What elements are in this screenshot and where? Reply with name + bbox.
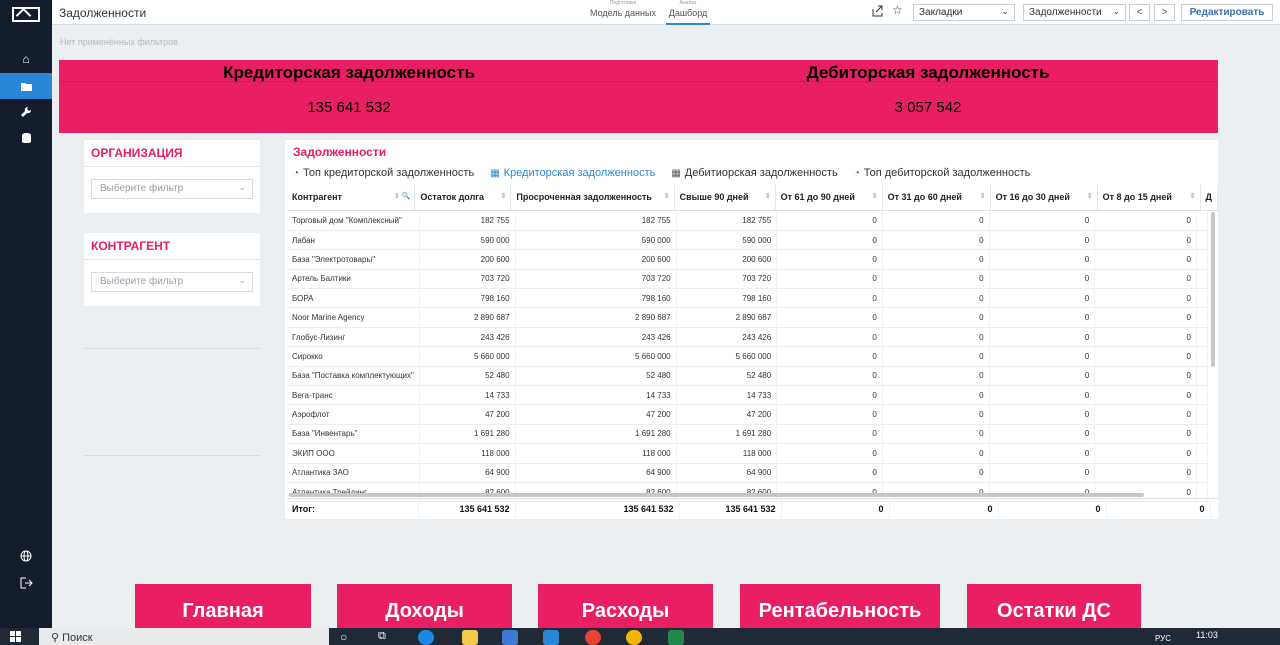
table-cell [1196, 463, 1207, 482]
tab-caption: Анализ [679, 0, 697, 6]
amount-cell: 0 [882, 250, 989, 269]
amount-cell: 47 200 [515, 405, 676, 424]
tab-top-payables[interactable] [285, 163, 482, 183]
column-header[interactable] [674, 185, 775, 210]
sort-icon[interactable]: ⇕ [1086, 193, 1093, 200]
column-header[interactable] [287, 185, 415, 210]
filter-placeholder: Выберите фильтр [100, 276, 184, 287]
amount-cell: 5 660 000 [676, 347, 777, 366]
table-row[interactable] [287, 366, 1208, 385]
column-label: От 61 до 90 дней [780, 192, 855, 203]
total-cell: 135 641 532 [679, 499, 781, 519]
kpi-title: Кредиторская задолженность [223, 63, 475, 82]
amount-cell: 118 000 [419, 444, 515, 463]
amount-cell: 0 [1095, 289, 1197, 308]
amount-cell: 0 [1095, 230, 1197, 249]
app-icon[interactable] [626, 630, 642, 645]
mail-icon[interactable] [543, 630, 559, 645]
tab-data-model[interactable] [588, 0, 658, 19]
cortana-icon[interactable]: ○ [340, 630, 348, 644]
amount-cell: 590 000 [676, 230, 777, 249]
counterparty-cell: Глобус-Лизинг [287, 327, 419, 346]
amount-cell: 590 000 [419, 230, 515, 249]
column-label: От 16 до 30 дней [995, 192, 1070, 203]
table-icon: ▦ [490, 168, 500, 179]
amount-cell: 0 [989, 347, 1095, 366]
table-cell [1196, 327, 1207, 346]
pie-icon: ◔ [853, 168, 860, 179]
amount-cell: 0 [882, 327, 989, 346]
filter-placeholder: Выберите фильтр [100, 183, 184, 194]
sort-icon[interactable]: ⇕ [979, 193, 986, 200]
tab-receivables[interactable] [663, 163, 845, 183]
table-body[interactable] [287, 211, 1208, 497]
amount-cell: 0 [777, 250, 883, 269]
amount-cell: 0 [777, 366, 883, 385]
amount-cell: 0 [882, 347, 989, 366]
counterparty-cell: Торговый дом "Комплексный" [287, 211, 419, 230]
nav-expenses-button[interactable]: Расходы [538, 584, 713, 628]
amount-cell: 47 200 [676, 405, 777, 424]
table-cell [1196, 347, 1207, 366]
amount-cell: 0 [989, 269, 1095, 288]
amount-cell: 0 [777, 308, 883, 327]
chevron-down-icon: ⌄ [238, 275, 246, 285]
folder-icon[interactable] [0, 73, 52, 99]
tab-dashboard[interactable] [666, 0, 710, 25]
table-cell [1196, 366, 1207, 385]
amount-cell: 703 720 [419, 269, 515, 288]
table-row[interactable] [287, 211, 1208, 230]
kpi-payables [59, 60, 639, 116]
amount-cell: 0 [777, 269, 883, 288]
amount-cell: 0 [1095, 347, 1197, 366]
filters-status: Нет применённых фильтров [60, 37, 178, 47]
amount-cell: 1 691 280 [676, 424, 777, 443]
amount-cell: 0 [882, 386, 989, 405]
amount-cell: 0 [882, 366, 989, 385]
amount-cell: 703 720 [515, 269, 676, 288]
os-taskbar [0, 628, 1280, 645]
kpi-banner [59, 60, 1218, 133]
table-row[interactable] [287, 405, 1208, 424]
counterparty-cell: Артель Балтики [287, 269, 419, 288]
column-label: Остаток долга [420, 192, 485, 203]
amount-cell: 200 600 [515, 250, 676, 269]
windows-start-icon[interactable] [10, 631, 22, 643]
column-label: От 31 до 60 дней [887, 192, 962, 203]
table-cell [1196, 444, 1207, 463]
amount-cell: 0 [777, 424, 883, 443]
amount-cell: 0 [777, 230, 883, 249]
total-label: Итог: [287, 499, 418, 519]
taskbar-search-label: Поиск [62, 632, 93, 644]
counterparty-cell: Сирокко [287, 347, 419, 366]
amount-cell: 118 000 [515, 444, 676, 463]
vertical-scrollbar[interactable] [1211, 212, 1215, 367]
language-indicator[interactable]: РУС [1155, 634, 1172, 643]
nav-income-button[interactable]: Доходы [337, 584, 512, 628]
column-header[interactable] [1097, 185, 1200, 210]
amount-cell: 798 160 [676, 289, 777, 308]
total-cell: 0 [998, 499, 1106, 519]
amount-cell: 5 660 000 [419, 347, 515, 366]
amount-cell: 243 426 [515, 327, 676, 346]
chevron-down-icon: ⌄ [238, 182, 246, 192]
column-label: Свыше 90 дней [679, 192, 749, 203]
tab-label: Топ кредиторской задолженность [303, 167, 475, 179]
kpi-receivables [638, 60, 1218, 116]
counterparty-cell: Аэрофлот [287, 405, 419, 424]
total-cell: 135 641 532 [418, 499, 515, 519]
filter-title: ОРГАНИЗАЦИЯ [84, 140, 260, 167]
amount-cell: 0 [882, 308, 989, 327]
amount-cell: 0 [1095, 211, 1197, 230]
wrench-icon[interactable] [0, 99, 52, 125]
column-label: От 8 до 15 дней [1102, 192, 1172, 203]
column-label: Контрагент [292, 192, 342, 203]
amount-cell: 0 [882, 211, 989, 230]
amount-cell: 0 [1095, 424, 1197, 443]
amount-cell: 52 480 [515, 366, 676, 385]
amount-cell: 0 [1095, 482, 1197, 501]
column-header[interactable] [511, 185, 674, 210]
amount-cell: 798 160 [515, 289, 676, 308]
amount-cell: 0 [777, 211, 883, 230]
amount-cell: 0 [989, 463, 1095, 482]
amount-cell: 0 [777, 386, 883, 405]
amount-cell: 1 691 280 [515, 424, 676, 443]
table-row[interactable] [287, 444, 1208, 463]
column-header[interactable] [990, 185, 1097, 210]
tab-caption: Подготовка [609, 0, 637, 6]
total-cell: 0 [1106, 499, 1210, 519]
amount-cell: 0 [989, 250, 1095, 269]
table-row[interactable] [287, 289, 1208, 308]
table-row[interactable] [287, 463, 1208, 482]
taskbar-search[interactable] [39, 628, 329, 645]
next-sheet-button[interactable]: > [1154, 4, 1175, 21]
amount-cell: 0 [882, 444, 989, 463]
amount-cell: 0 [989, 308, 1095, 327]
counterparty-filter-input[interactable] [91, 272, 253, 292]
amount-cell: 0 [1095, 405, 1197, 424]
amount-cell: 0 [1095, 308, 1197, 327]
amount-cell: 0 [882, 424, 989, 443]
amount-cell: 0 [882, 230, 989, 249]
amount-cell: 0 [882, 463, 989, 482]
counterparty-cell: Атлантика ЗАО [287, 463, 419, 482]
amount-cell: 14 733 [515, 386, 676, 405]
amount-cell: 2 890 687 [676, 308, 777, 327]
amount-cell: 0 [989, 424, 1095, 443]
filter-organization [84, 140, 260, 213]
globe-icon[interactable] [0, 543, 52, 569]
nav-profitability-button[interactable]: Рентабельность [740, 584, 940, 628]
table-cell [1196, 289, 1207, 308]
tab-label: Топ дебиторской задолженность [863, 167, 1031, 179]
table-row[interactable] [287, 230, 1208, 249]
amount-cell: 182 755 [676, 211, 777, 230]
divider [84, 455, 260, 456]
amount-cell: 0 [777, 405, 883, 424]
amount-cell: 0 [989, 230, 1095, 249]
amount-cell: 798 160 [419, 289, 515, 308]
total-cell: 0 [889, 499, 998, 519]
table-row[interactable] [287, 386, 1208, 405]
organization-filter-input[interactable] [91, 179, 253, 199]
sheet-label: Задолженности [1029, 7, 1102, 18]
amount-cell: 0 [989, 405, 1095, 424]
counterparty-cell: База "Электротовары" [287, 250, 419, 269]
amount-cell: 243 426 [676, 327, 777, 346]
amount-cell: 14 733 [419, 386, 515, 405]
column-label: Просроченная задолженность [516, 192, 652, 203]
table-cell [1196, 308, 1207, 327]
amount-cell: 0 [1095, 327, 1197, 346]
kpi-value: 135 641 532 [307, 99, 391, 116]
tab-label: Дашборд [668, 8, 708, 18]
tab-label: Дебитиорская задолженность [684, 167, 838, 179]
amount-cell: 0 [777, 327, 883, 346]
divider [84, 348, 260, 349]
chevron-down-icon: ⌄ [1001, 6, 1009, 16]
sort-icon[interactable]: ⇕ [871, 193, 878, 200]
total-cell: 0 [781, 499, 889, 519]
counterparty-cell: База "Инвентарь" [287, 424, 419, 443]
amount-cell: 243 426 [419, 327, 515, 346]
kpi-title: Дебиторская задолженность [806, 63, 1050, 82]
amount-cell: 0 [1095, 250, 1197, 269]
column-label: Д [1205, 192, 1212, 203]
table-row[interactable] [287, 327, 1208, 346]
page-title: Задолженности [59, 6, 147, 20]
left-rail [0, 0, 52, 628]
chevron-down-icon: ⌄ [1112, 6, 1120, 16]
amount-cell: 0 [1095, 444, 1197, 463]
amount-cell: 14 733 [676, 386, 777, 405]
amount-cell: 200 600 [419, 250, 515, 269]
amount-cell: 0 [989, 327, 1095, 346]
amount-cell: 2 890 687 [515, 308, 676, 327]
amount-cell: 590 000 [515, 230, 676, 249]
file-explorer-icon[interactable] [462, 630, 478, 645]
tab-label: Модель данных [590, 8, 656, 18]
amount-cell: 0 [882, 269, 989, 288]
amount-cell: 0 [1095, 366, 1197, 385]
data-table [287, 211, 1208, 502]
amount-cell: 64 900 [676, 463, 777, 482]
tab-label: Кредиторская задолженность [503, 167, 656, 179]
amount-cell: 64 900 [419, 463, 515, 482]
amount-cell: 0 [777, 289, 883, 308]
table-row[interactable] [287, 269, 1208, 288]
sort-icon[interactable]: ⇕ [764, 193, 771, 200]
search-icon: ⚲ [51, 632, 63, 644]
column-header[interactable] [1200, 185, 1217, 210]
amount-cell: 52 480 [676, 366, 777, 385]
table-row[interactable] [287, 347, 1208, 366]
amount-cell: 52 480 [419, 366, 515, 385]
task-view-icon[interactable]: ⧉ [378, 630, 386, 642]
amount-cell: 2 890 687 [419, 308, 515, 327]
table-cell [1196, 230, 1207, 249]
amount-cell: 0 [989, 289, 1095, 308]
amount-cell: 1 691 280 [419, 424, 515, 443]
amount-cell: 0 [777, 463, 883, 482]
filter-title: КОНТРАГЕНТ [84, 233, 260, 260]
excel-icon[interactable] [668, 630, 684, 645]
database-icon[interactable] [0, 125, 52, 151]
counterparty-cell: Noor Marine Agency [287, 308, 419, 327]
nav-cash-balance-button[interactable]: Остатки ДС [967, 584, 1141, 628]
card-tabs [285, 163, 1038, 185]
logout-icon[interactable] [0, 570, 52, 596]
amount-cell: 118 000 [676, 444, 777, 463]
total-cell: 135 641 532 [515, 499, 679, 519]
table-cell [1196, 386, 1207, 405]
top-bar [52, 0, 1280, 25]
clock[interactable]: 11:03 [1196, 630, 1218, 640]
table-cell [1196, 424, 1207, 443]
amount-cell: 0 [989, 366, 1095, 385]
table-cell [1196, 211, 1207, 230]
sort-icon[interactable]: ⇕ [663, 193, 670, 200]
amount-cell: 0 [1095, 386, 1197, 405]
filter-counterparty [84, 233, 260, 306]
table-cell [1196, 250, 1207, 269]
table-row[interactable] [287, 250, 1208, 269]
star-icon[interactable]: ☆ [892, 3, 903, 17]
home-icon[interactable]: ⌂ [22, 52, 30, 66]
nav-main-button[interactable]: Главная [135, 584, 311, 628]
sheet-select[interactable] [1023, 4, 1126, 21]
pie-icon: ◔ [293, 168, 300, 179]
amount-cell: 0 [989, 386, 1095, 405]
amount-cell: 0 [882, 405, 989, 424]
amount-cell: 0 [777, 444, 883, 463]
bookmarks-select[interactable] [913, 4, 1015, 21]
counterparty-cell: База "Поставка комплектующих" [287, 366, 419, 385]
table-row[interactable] [287, 424, 1208, 443]
counterparty-cell: Вега-транс [287, 386, 419, 405]
amount-cell: 0 [882, 289, 989, 308]
debts-card [285, 140, 1218, 519]
app-logo[interactable] [12, 7, 40, 22]
tab-top-receivables[interactable] [846, 163, 1039, 183]
counterparty-cell: Лабан [287, 230, 419, 249]
amount-cell: 0 [777, 347, 883, 366]
table-cell [1196, 269, 1207, 288]
edit-button[interactable]: Редактировать [1181, 4, 1273, 21]
sort-icon[interactable]: ⇕ [500, 193, 507, 200]
amount-cell: 703 720 [676, 269, 777, 288]
horizontal-scrollbar[interactable] [289, 493, 1144, 497]
amount-cell: 5 660 000 [515, 347, 676, 366]
amount-cell: 0 [989, 211, 1095, 230]
column-header[interactable] [882, 185, 990, 210]
table-header [287, 185, 1218, 211]
kpi-value: 3 057 542 [894, 99, 962, 116]
store-icon[interactable] [502, 630, 518, 645]
chrome-icon[interactable] [585, 630, 601, 645]
total-cell [1210, 499, 1218, 519]
amount-cell: 47 200 [419, 405, 515, 424]
amount-cell: 0 [1095, 463, 1197, 482]
table-row[interactable] [287, 308, 1208, 327]
totals-row [287, 498, 1219, 519]
share-icon[interactable] [872, 5, 884, 20]
amount-cell: 182 755 [419, 211, 515, 230]
edge-icon[interactable] [418, 630, 434, 645]
counterparty-cell: БОРА [287, 289, 419, 308]
amount-cell: 64 900 [515, 463, 676, 482]
sort-icon[interactable]: ⇕ [1189, 193, 1196, 200]
sort-search-icon[interactable]: ⇕ 🔍 [393, 193, 411, 200]
amount-cell: 182 755 [515, 211, 676, 230]
table-cell [1196, 405, 1207, 424]
amount-cell: 200 600 [676, 250, 777, 269]
bookmarks-label: Закладки [919, 7, 963, 18]
card-title: Задолженности [293, 145, 387, 159]
table-icon: ▦ [671, 168, 681, 179]
amount-cell: 0 [989, 444, 1095, 463]
amount-cell: 0 [1095, 269, 1197, 288]
tab-payables[interactable] [482, 163, 663, 183]
column-header[interactable] [775, 185, 882, 210]
counterparty-cell: ЭКИП ООО [287, 444, 419, 463]
column-header[interactable] [415, 185, 511, 210]
prev-sheet-button[interactable]: < [1129, 4, 1150, 21]
